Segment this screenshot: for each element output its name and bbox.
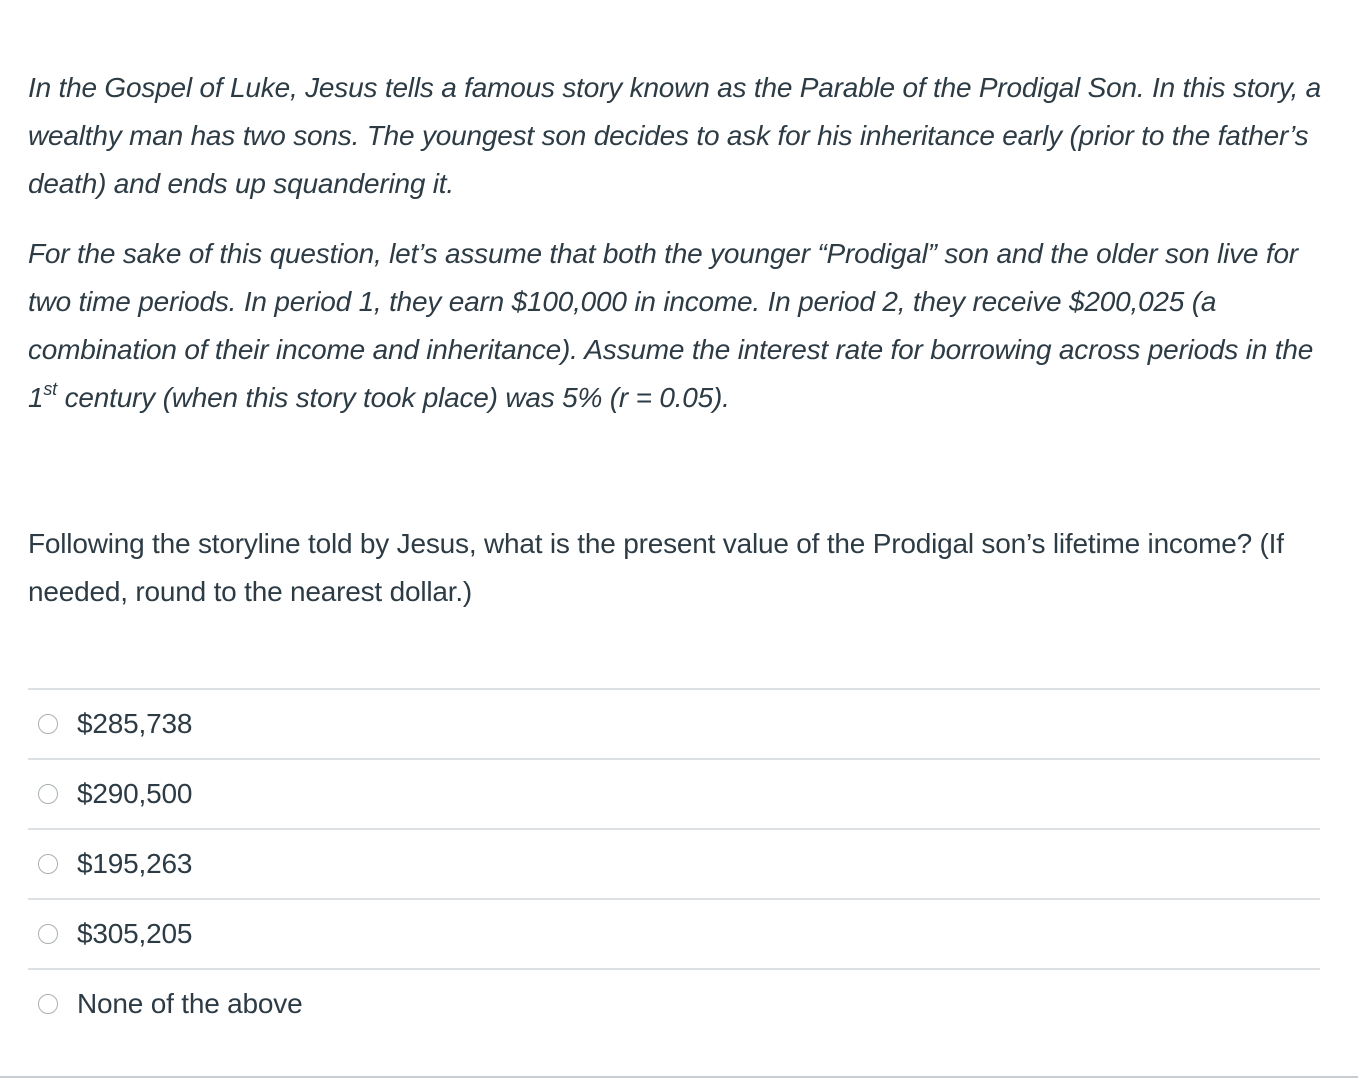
question-paragraph-1: In the Gospel of Luke, Jesus tells a famous story known as the Parable of the Prodigal Son. In this story, a wealthy man has two sons. The youngest son decides to ask for his inheritance early (prior to the father’s death) and ends up squandering it. <box>28 72 1322 199</box>
question-text <box>28 64 1328 422</box>
answer-option[interactable] <box>28 690 1320 760</box>
answer-label: None of the above <box>77 988 303 1019</box>
answer-option[interactable] <box>28 900 1320 970</box>
radio-button[interactable] <box>38 784 58 804</box>
paragraph-2-text-end: century (when this story took place) was 5% (r = 0.05). <box>56 382 730 413</box>
bottom-divider <box>0 1076 1358 1078</box>
radio-button[interactable] <box>38 994 58 1014</box>
answer-label: $290,500 <box>77 778 193 809</box>
answer-label: $305,205 <box>77 918 193 949</box>
radio-button[interactable] <box>38 854 58 874</box>
answer-label: $285,738 <box>77 708 193 739</box>
answer-label: $195,263 <box>77 848 193 879</box>
answer-option[interactable] <box>28 830 1320 900</box>
answer-option[interactable] <box>28 760 1320 830</box>
ordinal-superscript: st <box>43 378 57 399</box>
question-paragraph-2 <box>28 230 1328 422</box>
paragraph-2-text: For the sake of this question, let’s assume that both the younger “Prodigal” son and the older son live for two time periods. In period 1, they earn $100,000 in income. In period 2, they receive $200,025 (a combination of their income and inheritance). Assume the interest rate for borrowing across periods in the 1 <box>28 238 1314 413</box>
answer-list <box>28 688 1320 1038</box>
radio-button[interactable] <box>38 714 58 734</box>
question-prompt: Following the storyline told by Jesus, what is the present value of the Prodigal son’s lifetime income? (If needed, round to the nearest dollar.) <box>28 528 1284 607</box>
answer-option[interactable] <box>28 970 1320 1038</box>
radio-button[interactable] <box>38 924 58 944</box>
